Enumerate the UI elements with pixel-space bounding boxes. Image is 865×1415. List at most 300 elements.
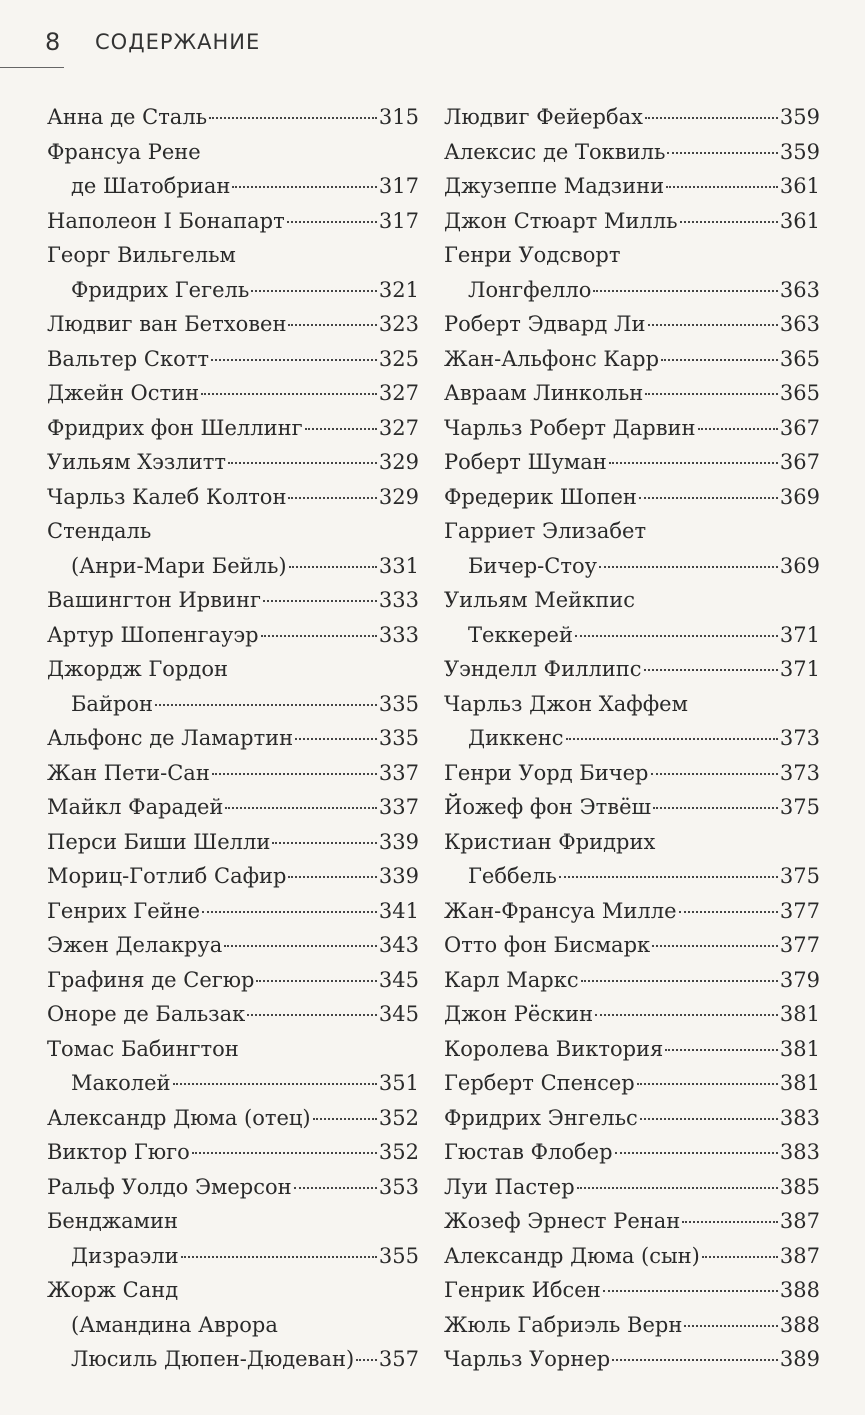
toc-entry: [47, 618, 419, 653]
toc-entry: [444, 342, 820, 377]
dot-leader: [667, 151, 778, 154]
toc-entry: [47, 445, 419, 480]
toc-entry-line: [47, 514, 419, 549]
toc-entry-name: Кристиан Фридрих: [444, 829, 656, 854]
dot-leader: [661, 358, 778, 361]
toc-page-number: 375: [779, 864, 820, 888]
toc-entry-name: Мориц-Готлиб Сафир: [47, 864, 287, 888]
toc-entry: [444, 583, 820, 652]
toc-entry-name: Майкл Фарадей: [47, 795, 224, 819]
toc-entry-line: [444, 307, 820, 342]
toc-entry-name: Джейн Остин: [47, 381, 200, 405]
toc-entry-name: Вашингтон Ирвинг: [47, 588, 261, 612]
toc-entry: [444, 1239, 820, 1274]
toc-entry-line: [47, 204, 419, 239]
toc-page-number: 351: [378, 1071, 419, 1095]
toc-entry: [47, 307, 419, 342]
toc-entry-line: [47, 756, 419, 791]
toc-page-number: 335: [378, 691, 419, 716]
toc-page-number: 377: [779, 933, 820, 957]
toc-entry: [444, 894, 820, 929]
toc-page-number: 383: [779, 1140, 820, 1164]
toc-entry: [444, 1308, 820, 1343]
toc-page-number: 385: [779, 1174, 820, 1199]
toc-entry-name: Уильям Хэзлитт: [47, 450, 226, 474]
toc-entry-line: [444, 1239, 820, 1274]
dot-leader: [615, 1151, 778, 1154]
toc-entry-line: [47, 342, 419, 377]
toc-entry-line: [444, 445, 820, 480]
toc-entry: [444, 997, 820, 1032]
toc-page-number: 361: [779, 174, 820, 198]
toc-entry-name: Александр Дюма (отец): [47, 1105, 311, 1130]
toc-entry-name: Гарриет Элизабет: [444, 519, 647, 543]
toc-entry-line: [47, 411, 419, 446]
toc-entry-line: [444, 1342, 820, 1377]
toc-entry-name: Александр Дюма (сын): [444, 1243, 700, 1268]
dot-leader: [212, 772, 377, 775]
dot-leader: [644, 668, 778, 671]
page-number: 8: [45, 28, 61, 56]
toc-entry-line: [444, 376, 820, 411]
dot-leader: [263, 599, 377, 602]
toc-page-number: 343: [378, 933, 419, 957]
toc-entry: [444, 756, 820, 791]
toc-entry: [444, 480, 820, 515]
dot-leader: [599, 565, 778, 568]
toc-entry-line: [444, 997, 820, 1032]
toc-entry-line: [444, 825, 820, 860]
toc-entry-line: [444, 687, 820, 722]
toc-page-number: 355: [378, 1243, 419, 1268]
toc-entry-line: [47, 1204, 419, 1239]
toc-page-number: 367: [779, 415, 820, 440]
toc-page-number: 389: [779, 1347, 820, 1371]
dot-leader: [209, 116, 377, 119]
toc-entry: [444, 238, 820, 307]
toc-entry-line: [444, 583, 820, 618]
toc-entry-name: Джордж Гордон: [47, 657, 228, 681]
dot-leader: [684, 1324, 778, 1327]
toc-page-number: 369: [779, 484, 820, 509]
toc-entry-line: [444, 1032, 820, 1067]
page-header: [0, 22, 420, 70]
toc-entry-name: Жюль Габриэль Верн: [444, 1312, 683, 1337]
dot-leader: [593, 289, 778, 292]
toc-page-number: 388: [779, 1312, 820, 1337]
dot-leader: [232, 185, 377, 188]
toc-entry-line: [444, 480, 820, 515]
toc-entry-name: Жорж Санд: [47, 1278, 179, 1302]
toc-page-number: 371: [779, 657, 820, 681]
dot-leader: [228, 461, 377, 464]
toc-entry-line: [47, 549, 419, 584]
toc-entry-line: [444, 1204, 820, 1239]
toc-entry: [47, 859, 419, 894]
toc-entry: [47, 1032, 419, 1101]
toc-entry-name: Джон Стюарт Милль: [444, 208, 678, 233]
toc-entry: [47, 135, 419, 204]
toc-entry-line: [444, 135, 820, 170]
toc-entry: [444, 1170, 820, 1205]
toc-entry: [444, 652, 820, 687]
toc-entry-line: [444, 652, 820, 687]
toc-entry-name: Гюстав Флобер: [444, 1140, 613, 1164]
toc-entry-name: Фридрих фон Шеллинг: [47, 415, 303, 440]
toc-entry-line: [47, 480, 419, 515]
toc-entry-name: Жан-Франсуа Милле: [444, 898, 677, 923]
dot-leader: [288, 496, 376, 499]
toc-entry-name: Людвиг ван Бетховен: [47, 312, 287, 336]
toc-entry-line: [47, 1032, 419, 1067]
toc-entry-name: Ральф Уолдо Эмерсон: [47, 1174, 292, 1199]
toc-page-number: 352: [378, 1140, 419, 1164]
toc-entry-line: [47, 1066, 419, 1101]
dot-leader: [577, 1186, 778, 1189]
toc-entry-line: [47, 652, 419, 687]
toc-entry-name: Дизраэли: [71, 1243, 179, 1268]
dot-leader: [211, 358, 377, 361]
toc-entry-name: Чарльз Уорнер: [444, 1347, 611, 1371]
toc-entry-name: Теккерей: [468, 622, 573, 647]
toc-entry-name: Роберт Эдвард Ли: [444, 312, 646, 336]
toc-entry-line: [444, 1135, 820, 1170]
toc-entry: [47, 411, 419, 446]
toc-right-column: [444, 100, 820, 1377]
dot-leader: [247, 1013, 377, 1016]
dot-leader: [648, 323, 778, 326]
toc-page-number: 369: [779, 553, 820, 578]
dot-leader: [559, 875, 778, 878]
toc-entry-line: [47, 238, 419, 273]
toc-page-number: 333: [378, 622, 419, 647]
dot-leader: [294, 1186, 377, 1189]
toc-entry-name: Лонгфелло: [468, 277, 592, 302]
toc-entry-name: Томас Бабингтон: [47, 1036, 239, 1061]
toc-entry-line: [444, 100, 820, 135]
toc-entry: [444, 1101, 820, 1136]
toc-page-number: 381: [779, 1071, 820, 1095]
toc-page-number: 325: [378, 346, 419, 371]
toc-entry: [47, 1273, 419, 1377]
toc-entry: [444, 1032, 820, 1067]
toc-entry-line: [444, 618, 820, 653]
toc-entry-name: Бичер-Стоу: [468, 553, 597, 578]
toc-entry-name: Эжен Делакруа: [47, 933, 223, 957]
toc-entry: [444, 1135, 820, 1170]
toc-entry-line: [47, 583, 419, 618]
toc-entry-line: [444, 342, 820, 377]
toc-page-number: 383: [779, 1105, 820, 1130]
toc-entry-name: Луи Пастер: [444, 1174, 575, 1199]
toc-entry: [444, 376, 820, 411]
toc-page-number: 365: [779, 381, 820, 405]
toc-entry-name: Отто фон Бисмарк: [444, 933, 651, 957]
toc-entry-name: Джузеппе Мадзини: [444, 174, 665, 198]
dot-leader: [603, 1289, 778, 1292]
toc-entry: [47, 376, 419, 411]
toc-page-number: 361: [779, 208, 820, 233]
toc-entry-name: Маколей: [71, 1071, 171, 1095]
toc-entry-name: (Анри-Мари Бейль): [71, 553, 287, 578]
toc-entry-name: Генри Уорд Бичер: [444, 760, 649, 785]
toc-entry-name: Артур Шопенгауэр: [47, 622, 259, 647]
dot-leader: [665, 1048, 778, 1051]
toc-entry: [47, 997, 419, 1032]
dot-leader: [289, 565, 377, 568]
dot-leader: [173, 1082, 377, 1085]
dot-leader: [652, 944, 778, 947]
toc-page-number: 331: [378, 553, 419, 578]
toc-entry: [47, 1135, 419, 1170]
toc-entry-name: Генрик Ибсен: [444, 1278, 601, 1302]
toc-page-number: 387: [779, 1209, 820, 1233]
toc-entry: [444, 169, 820, 204]
toc-entry-line: [444, 411, 820, 446]
toc-entry: [444, 1273, 820, 1308]
toc-entry: [444, 135, 820, 170]
dot-leader: [272, 841, 377, 844]
dot-leader: [181, 1255, 377, 1258]
toc-entry-name: Перси Биши Шелли: [47, 829, 271, 854]
toc-page-number: 345: [378, 967, 419, 992]
header-rule: [0, 67, 64, 68]
toc-entry-line: [47, 963, 419, 998]
toc-entry: [47, 721, 419, 756]
toc-entry-line: [444, 928, 820, 963]
toc-entry-name: Уэнделл Филлипс: [444, 657, 642, 681]
toc-entry: [444, 1342, 820, 1377]
toc-page-number: 377: [779, 898, 820, 923]
toc-entry-line: [444, 1308, 820, 1343]
toc-entry: [444, 1204, 820, 1239]
toc-entry-line: [47, 100, 419, 135]
toc-page-number: 379: [779, 967, 820, 992]
toc-entry: [444, 687, 820, 756]
toc-page-number: 373: [779, 726, 820, 750]
toc-page-number: 321: [378, 277, 419, 302]
toc-entry-name: Анна де Сталь: [47, 105, 208, 129]
dot-leader: [251, 289, 377, 292]
toc-entry-name: Людвиг Фейербах: [444, 105, 643, 129]
toc-entry: [444, 100, 820, 135]
toc-page-number: 327: [378, 415, 419, 440]
dot-leader: [288, 323, 376, 326]
toc-page-number: 365: [779, 346, 820, 371]
toc-entry: [47, 756, 419, 791]
toc-page-number: 359: [779, 139, 820, 164]
toc-entry: [444, 445, 820, 480]
toc-entry-line: [444, 790, 820, 825]
toc-entry-name: Жан-Альфонс Карр: [444, 346, 660, 371]
toc-entry-line: [47, 273, 419, 308]
toc-entry: [47, 480, 419, 515]
toc-entry: [444, 307, 820, 342]
toc-entry-name: Фридрих Энгельс: [444, 1105, 638, 1130]
dot-leader: [305, 427, 377, 430]
toc-entry-line: [47, 307, 419, 342]
dot-leader: [256, 979, 376, 982]
dot-leader: [698, 427, 778, 430]
toc-entry-name: Байрон: [71, 691, 154, 716]
toc-entry: [444, 204, 820, 239]
toc-page-number: 375: [779, 795, 820, 819]
toc-entry: [444, 514, 820, 583]
dot-leader: [702, 1255, 778, 1258]
dot-leader: [653, 806, 778, 809]
toc-entry: [47, 652, 419, 721]
toc-entry-line: [444, 238, 820, 273]
toc-entry-name: Виктор Гюго: [47, 1140, 190, 1164]
dot-leader: [201, 392, 377, 395]
dot-leader: [666, 185, 778, 188]
toc-page-number: 381: [779, 1002, 820, 1026]
toc-entry-name: Люсиль Дюпен-Дюдеван): [71, 1347, 355, 1371]
toc-entry-name: Вальтер Скотт: [47, 346, 209, 371]
toc-entry-line: [444, 273, 820, 308]
toc-entry: [47, 100, 419, 135]
toc-entry-line: [444, 1066, 820, 1101]
toc-page-number: 339: [378, 829, 419, 854]
dot-leader: [313, 1117, 377, 1120]
toc-entry-line: [47, 1308, 419, 1343]
toc-page-number: 337: [378, 795, 419, 819]
toc-entry-name: Наполеон I Бонапарт: [47, 208, 285, 233]
toc-entry-line: [444, 204, 820, 239]
dot-leader: [639, 496, 778, 499]
toc-entry-name: Чарльз Калеб Колтон: [47, 484, 287, 509]
toc-entry: [47, 238, 419, 307]
dot-leader: [192, 1151, 377, 1154]
toc-entry-name: Геббель: [468, 864, 557, 888]
toc-entry: [47, 583, 419, 618]
toc-entry: [444, 411, 820, 446]
toc-entry-line: [444, 963, 820, 998]
toc-page-number: 363: [779, 277, 820, 302]
toc-entry-name: Чарльз Джон Хаффем: [444, 691, 688, 716]
dot-leader: [581, 979, 778, 982]
toc-entry: [47, 204, 419, 239]
toc-entry: [47, 342, 419, 377]
toc-entry-name: Генрих Гейне: [47, 898, 201, 923]
toc-entry-line: [47, 790, 419, 825]
toc-entry-line: [47, 1342, 419, 1377]
toc-entry-line: [444, 894, 820, 929]
toc-entry: [444, 825, 820, 894]
toc-page-number: 371: [779, 622, 820, 647]
toc-entry-name: Герберт Спенсер: [444, 1071, 635, 1095]
toc-entry-name: Диккенс: [468, 726, 564, 750]
toc-entry-name: де Шатобриан: [71, 174, 231, 198]
toc-entry-line: [47, 687, 419, 722]
toc-entry-line: [47, 618, 419, 653]
toc-page-number: 345: [378, 1002, 419, 1026]
toc-page-number: 317: [378, 208, 419, 233]
toc-entry-name: Чарльз Роберт Дарвин: [444, 415, 696, 440]
toc-entry-line: [47, 997, 419, 1032]
dot-leader: [680, 220, 778, 223]
toc-page-number: 353: [378, 1174, 419, 1199]
toc-page-number: 339: [378, 864, 419, 888]
toc-entry: [47, 514, 419, 583]
toc-entry-name: Георг Вильгельм: [47, 243, 236, 267]
toc-entry-name: Генри Уодсворт: [444, 243, 621, 267]
toc-page-number: 373: [779, 760, 820, 785]
toc-entry-line: [47, 1135, 419, 1170]
toc-page-number: 363: [779, 312, 820, 336]
toc-entry-line: [47, 928, 419, 963]
toc-entry-name: Фредерик Шопен: [444, 484, 637, 509]
toc-entry-name: Стендаль: [47, 519, 152, 543]
toc-entry: [444, 790, 820, 825]
toc-entry: [47, 1101, 419, 1136]
toc-entry-line: [47, 859, 419, 894]
dot-leader: [645, 392, 778, 395]
toc-entry-name: Жан Пети-Сан: [47, 760, 210, 785]
toc-entry-name: Жозеф Эрнест Ренан: [444, 1209, 681, 1233]
toc-entry-line: [444, 514, 820, 549]
toc-entry-name: Карл Маркс: [444, 967, 579, 992]
toc-entry: [47, 1204, 419, 1273]
dot-leader: [679, 910, 778, 913]
toc-entry-line: [444, 721, 820, 756]
toc-page-number: 359: [779, 105, 820, 129]
toc-entry: [47, 790, 419, 825]
toc-page-number: 388: [779, 1278, 820, 1302]
toc-entry-name: Уильям Мейкпис: [444, 588, 636, 612]
toc-entry: [47, 825, 419, 860]
toc-page-number: 333: [378, 588, 419, 612]
toc-entry-name: Франсуа Рене: [47, 139, 201, 164]
toc-entry-line: [444, 169, 820, 204]
toc-entry-line: [47, 894, 419, 929]
toc-entry: [47, 894, 419, 929]
dot-leader: [287, 220, 377, 223]
dot-leader: [637, 1082, 778, 1085]
dot-leader: [595, 1013, 778, 1016]
toc-page-number: 315: [378, 105, 419, 129]
dot-leader: [575, 634, 778, 637]
toc-left-column: [47, 100, 419, 1377]
dot-leader: [295, 737, 377, 740]
toc-page-number: 329: [378, 484, 419, 509]
toc-entry-line: [47, 1273, 419, 1308]
toc-page-number: 381: [779, 1036, 820, 1061]
toc-page-number: 387: [779, 1243, 820, 1268]
dot-leader: [645, 116, 778, 119]
dot-leader: [202, 910, 377, 913]
toc-entry-line: [444, 756, 820, 791]
toc-entry-name: Альфонс де Ламартин: [47, 726, 294, 750]
dot-leader: [225, 806, 376, 809]
toc-entry-line: [444, 1170, 820, 1205]
toc-entry-name: (Амандина Аврора: [71, 1312, 278, 1337]
toc-page-number: 335: [378, 726, 419, 750]
toc-page-number: 337: [378, 760, 419, 785]
toc-page-number: 367: [779, 450, 820, 474]
toc-entry-name: Авраам Линкольн: [444, 381, 644, 405]
toc-entry-name: Йожеф фон Этвёш: [444, 795, 652, 819]
dot-leader: [224, 944, 377, 947]
toc-entry-name: Бенджамин: [47, 1209, 178, 1233]
dot-leader: [651, 772, 778, 775]
toc-entry-line: [47, 135, 419, 170]
toc-entry-line: [444, 859, 820, 894]
dot-leader: [609, 461, 778, 464]
toc-entry-line: [47, 169, 419, 204]
toc-entry-line: [444, 1273, 820, 1308]
section-title: СОДЕРЖАНИЕ: [95, 30, 261, 54]
